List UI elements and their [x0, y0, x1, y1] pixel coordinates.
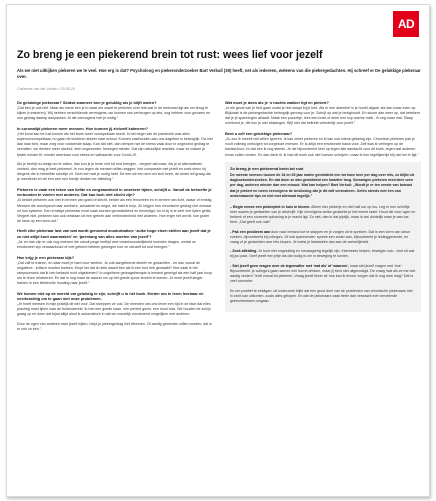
- tip-label: - Zoek afleiding.: [230, 249, 258, 254]
- section-paragraph: „Ik belicht piekeren ook niet in termen van goed of slecht, eerder als een fenomeen en in termen van licht, zwaar of ernstig. Mensen die doorlopend naar sombere, schaamte en angst, die bakt ik hulp. Ze krijgen hun chronische gedrag niet zomaar uit hun systeem. Een ernstige piekeraar moet vaak worden geruststelend en bevestigd, tot of zij is te veel met tijden getild. Vergeet niet, piekeren kan ook ontstaan uit een gebrek aan verbondenheid met anderen. Hoe erger het wordt, hoe groter de kans op een burn-out.”: [17, 198, 213, 223]
- ad-logo[interactable]: AD: [393, 11, 419, 37]
- tip-text: maar stel jezelf vragen met ‘hoe’. Bijvoorbeeld: je collega’s gaan samen een borrel drinken, maar jij bent niet uitgenodigd. De vraag ‘wat als ze me niet aardig vinden?’ leidt vooral tot piekeren. Vraag jezelf liever af: hoe kan ik ervoor zorgen dat ik nog mee mag? Dat is veel concreter.: [230, 264, 416, 284]
- tips-box: [225, 162, 421, 312]
- section-paragraph: „Ja, en dan zijn er ook nog mensen die vanuit jonge leeftijd veel verantwoordelijkheid moesten dragen, omdat ze emotioneel zijn verwaarloosd of met geleerd hebben gekregen hoe ze zichzelf tot rust brengen.”: [17, 239, 196, 249]
- tip-text: En om positief te eindigen: uit onderzoek blijkt dat een groot deel van de problemen van chronische piekeraars niet in zicht kan uitkomen, zoals alles gelopen. En dat de piekeraars vaak beter dan verwacht met vervelende gebeurtenissen omgaan.: [230, 288, 413, 304]
- section-heading: Hoe krijg je een piekeraar kijk?: [17, 254, 75, 260]
- section-paragraph: „In elk geval van je bed gaan zodat je niet slaapt bij je bed. Als er een alarmbel in je hoofd afgaat, sta dan maar even op. Blijkbaar is de piekergedachte belangrijk genoeg voor je. Schrijf op wat je bezighoudt. En stoom dan weer op, dat betekent dat je je spanningen aflaadt. Maak een puzzeltje, lees een boek of drink een kop warme melk - ik zeg maar wat. Slaap overkomt je, die kun je niet afdwingen. Blijf niet dat beltrekt vriendelijk voor jezelf.”: [225, 106, 420, 126]
- section-paragraph: „Dat valt te trainen, en daar moet je hard voor werken. Je zult aangeleerde ideeën en gedachten - en dan vooral de negatieve - kritisch moeten toetsen. Klopt het dat ik niets waard ben als ik een fout heb gemaakt? Hoe vaak is het rampscenario dat ik heb bedacht echt uitgekomen? In cognitieve gedragstherapie is iemand geneigd als een half jaar hoop om te leren relativeren. En dat is nog maar de aanzet om op het goede spoor terecht te komen. Je moet jezelf langer trainen in een liefdevolle houding naar jezelf.”: [17, 260, 213, 286]
- section-heading: De gelukkige piekeraar? Sindsk wanneer ben je gelukkig als je blijft malen?: [17, 100, 157, 105]
- tip-item: [230, 205, 416, 225]
- tip-text: door naar iemand toe te stappen en je zorgen uit te spreken. Dat is een vorm van steun zoeken, bijvoorbeeld bij collega’s. Of wat spannender: spreek een ander aan, bijvoorbeeld je leidinggevende, en vraag of je gedachten over iets klopen. Je toetst je fantasieën dan aan de werkelijkheid.: [230, 229, 411, 244]
- tip-item: [230, 230, 416, 245]
- tip-text: Alleen hier piekerje en niet half uur op los. Leg er een schriftje neer waarin je gedachten van je afschrijft. Kijk vervolgens welke gedachte je het meest raakt. Houd die voor ogen en bedenk of een concrete oplossing is je macht ligt. Zo niet, dan is dat pijnlijk, maar is wel duidelijk waar je aan toe bent. „Dat geeft ook rust!”: [230, 204, 416, 224]
- article-intro: Als we niet uitkijken piekeren we te veel. Hoe erg is dat? Psycholoog en piekeronderzoeker Bart Verkuil (39) heeft, net als iedereen, weleens van die piekergedachten. Hij schreef er De gelukkige piekeraar over.: [17, 68, 421, 79]
- section-heading: Piekeren is vaak een teken van liefde en zorgzaamheid in onzekere tijden, schrijft u. Vanuit de behoefte je verbonden te voelen met anderen. Dat kan toch niet slecht zijn?: [17, 187, 212, 198]
- tips-box-title: Zo breng je een piekerend brein tot rust: [230, 166, 304, 172]
- tip-label: - Stel jezelf geen vragen over de tegenvaller met ‘wat als’ of ‘waarom’,: [230, 264, 349, 269]
- right-column: [225, 100, 421, 495]
- section-heading: Heeft elke piekeraar last van wat wordt genoemd musturbation: ‘zulke hoge eisen stellen aan jezelf dat je zo niet altijd kunt waarmaken’ en ‘jarenlang van alles moeten van jezelf’?: [17, 228, 211, 239]
- section-paragraph: „Zo zou ik mezelf wel willen typeren. Ik kan zeker piekeren en ik kan ook intens gelukkig zijn. Chronisch piekeren pak je nooit volledig ombuigen tot zorgeloze mensen. Er is altijd een emotionele basis voor. Zelf was ik verliegen op de basisschool, en dat ben ik nog steeds. Je die bijvoorbeeld heel op tegen alle aandacht voor dit boek, tegen wat anderen ervan zullen vinden. En dan denk ik: ik had dit boek ook niet hoeven schrijven, maar ik ben tegelijkertijd blij dat het er ligt.”: [225, 137, 419, 157]
- tip-label: – Begin ermee een piekerplek in huis te kiezen.: [230, 204, 311, 209]
- tip-item: [230, 289, 416, 304]
- section-paragraph: Als je bedrijf nu dreigt om te vallen, dan kun je je brein niet tot rust brengen - vergeet dat maar. Als je al alternatieven ontdekt, dan mag je best piekeren! Je zou tegen de mensen willen zeggen: heb compassie met jezelf en zoek steun bij diegene die in hetzelfde schuitje zit. Geef een wat je nodig hebt. De een wil een arm om zich heen, de ander wil graag dat je meedenkt en wil een arm een biertje drinken ter afleiding.”: [17, 162, 211, 182]
- article-page: [6, 4, 430, 497]
- tips-box-intro: De meeste mensen tussen de 18 en 65 jaar malen gemiddeld een tot twee keer per dag over iets, zo blijkt uit dagboekonderzoeken. En dat doen ze dan gemiddeld een kwartier lang. Sommigen piekeren meerdere uren per dag, anderen minder dan een minuut. Wat kan helpen? Bart Verkuil: „Wordt je er ten eerste van bewust dat je piekert en neem vervolgens de beslissing dat je dit wilt veranderen. Oefen steeds met één van onderstaande tips en niet met allemaal tegelijk.”: [230, 173, 414, 198]
- section-paragraph: „Het komt kan tot rust komen als het leven weer voorspelbaar wordt. In het begin van de pandemie was alles superonvoorspelbaar, nu gaan de kinderen alweer naar school. Kunnen vasthouden aan ons dagritme is belangrijk. Ga niet laat naar bed, maar zorg voor voldoende slaap. Kan dat niet, dan dempen we de stress vaak door in ongezond gedrag te vervallen: we drinken meer alcohol, eten ongezonder, bewegen minder. Dat zijn natuurlijke reacties, maar ze maken je fysiek minder fit, minder weerbaar voor stress en vatbaarder voor Covid-19.: [17, 132, 213, 157]
- tip-label: - Pak een probleem aan: [230, 229, 271, 234]
- left-column: [17, 100, 213, 495]
- section-heading: Bent u zelf een gelukkige piekeraar?: [225, 131, 293, 137]
- section-heading: We komen niet op de wereld om gelukkig te zijn, schrijft u in het boek. Eerder om te leren leerbaar en veerkrachtig om te gaan met onze problemen.: [17, 290, 204, 301]
- section-paragraph: Door de ogen van anderen naar jezelf kijken, helpt je piekergedrag niet afnemen. Of aardig gevonden willen worden, dat is er ook zo één.”: [17, 321, 212, 331]
- section-heading: In coronatijd piekeren meer mensen. Hoe kunnen jij zichzelf kalmeren?: [17, 125, 149, 131]
- tip-item: [230, 249, 416, 259]
- article-byline: Catherine van der Linden • 20-05-20: [17, 87, 75, 91]
- section-paragraph: „Je hoeft mensen in mijn praktijk dit wel voor. Dat stoeppen ze ook. De meesten van ons leven een tijd in de fase dat elles prachtig moet lijken naar de buitenwereld. Ik heb een goede baan, een perfect gezin, een mooi huis. We houden de schijn graag op en doen dat bijna altijd alsof ik automatisch in dat we zosnelijk voordurend vergelijken met anderen.: [17, 302, 211, 317]
- article-headline: Zo breng je een piekerend brein tot rust: wees lief voor jezelf: [17, 49, 323, 61]
- tip-text: Je kunt niet ongelukkig en nieuwsgierig tegelijk zijn. Interesses helpen, bewegen ook - vind uit wat bij jou past. Geef jezelf een jetje als dat nodig is om in beweging te komen.: [230, 249, 415, 259]
- section-paragraph: „Dat ben je ook niet. Maar als mens ben je in staat om zowel te piekeren over iets wat in de toekomst ligt als om terug te kijken (rumineren). Wij hebben verschillende vermogens; we kunnen ons verheugen op iets, oog hebben voor gevaren en ons gedrag daarop aanpassen. Al die vermogens heb je nodig.”: [17, 106, 211, 121]
- tip-item: [230, 264, 416, 284]
- section-heading: Wat moet je doen als je ‘s nachts wakker ligt en piekert?: [225, 100, 329, 105]
